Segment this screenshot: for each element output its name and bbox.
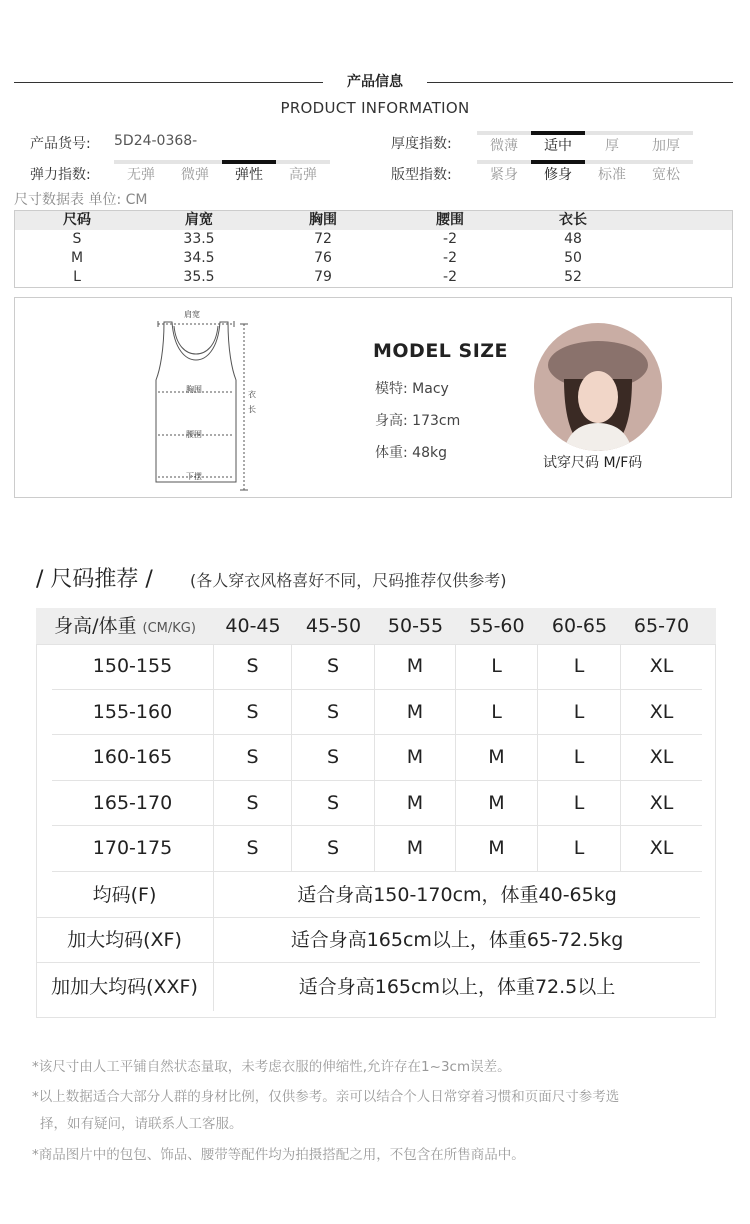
recommend-row: [36, 644, 716, 690]
size-recommendation-cell: M: [456, 735, 538, 781]
size-recommendation-cell: S: [214, 826, 292, 872]
special-size-description: 适合身高150-170cm，体重40-65kg: [214, 872, 700, 918]
size-cell: -2: [443, 231, 457, 247]
size-cell: M: [70, 250, 84, 266]
footnote-1: *该尺寸由人工平铺自然状态量取，未考虑衣服的伸缩性,允许存在1~3cm误差。: [32, 1059, 511, 1075]
recommend-row: [36, 690, 716, 736]
recommend-special-row: [36, 918, 716, 963]
size-header-cell: 尺码: [15, 211, 140, 231]
size-header-spacer: [633, 211, 733, 231]
diagram-label-shoulder: 肩宽: [184, 310, 200, 319]
fit-option-selected: 修身: [531, 160, 585, 182]
height-range-cell: 170-175: [52, 826, 214, 872]
size-recommendation-cell: S: [292, 781, 375, 827]
section-title: 产品信息: [347, 74, 403, 90]
height-range-cell: 155-160: [52, 690, 214, 736]
weight-header: 65-70: [633, 615, 690, 637]
recommend-note: (各人穿衣风格喜好不同，尺码推荐仅供参考): [190, 571, 507, 590]
size-table-header: [15, 211, 733, 231]
thickness-label: 厚度指数:: [391, 136, 452, 152]
recommend-special-row: [36, 872, 716, 918]
weight-header: 40-45: [225, 615, 281, 637]
diagram-label-length-2: 长: [248, 405, 256, 414]
corner-unit: (CM/KG): [142, 621, 196, 636]
size-header-cell: 衣长: [513, 211, 633, 231]
recommend-special-row: [36, 963, 716, 1011]
size-recommendation-cell: L: [456, 644, 538, 690]
elasticity-option: 无弹: [114, 160, 168, 182]
height-range-cell: 165-170: [52, 781, 214, 827]
size-recommendation-cell: M: [456, 826, 538, 872]
size-recommendation-cell: XL: [621, 644, 702, 690]
size-cell: S: [72, 231, 82, 247]
elasticity-option-selected: 弹性: [222, 160, 276, 182]
sku-value: 5D24-0368-: [114, 133, 198, 149]
size-header-cell: 腰围: [387, 211, 513, 231]
recommend-corner: [36, 608, 214, 644]
fit-option: 宽松: [639, 160, 693, 182]
garment-diagram: [140, 300, 280, 496]
special-size-description: 适合身高165cm以上，体重65-72.5kg: [214, 918, 700, 963]
size-table-row: [15, 230, 733, 249]
size-recommendation-cell: S: [214, 735, 292, 781]
size-recommendation-cell: M: [375, 735, 456, 781]
size-recommendation-cell: L: [538, 781, 621, 827]
size-recommendation-cell: L: [456, 690, 538, 736]
elasticity-label: 弹力指数:: [30, 167, 91, 183]
size-table-row: [15, 268, 733, 288]
size-recommendation-cell: XL: [621, 690, 702, 736]
size-recommendation-cell: XL: [621, 826, 702, 872]
weight-header: 45-50: [305, 615, 362, 637]
size-recommendation-cell: XL: [621, 781, 702, 827]
recommend-header-row: [36, 608, 716, 644]
size-cell: 35.5: [183, 269, 215, 285]
model-weight: 体重: 48kg: [375, 445, 447, 461]
size-cell-spacer: [633, 249, 733, 268]
size-cell: 34.5: [183, 250, 215, 266]
diagram-label-chest: 胸围: [186, 385, 202, 394]
diagram-label-length-1: 衣: [248, 390, 256, 399]
fit-option: 紧身: [477, 160, 531, 182]
section-subtitle: PRODUCT INFORMATION: [280, 99, 470, 117]
size-recommendation-cell: L: [538, 644, 621, 690]
weight-header: 55-60: [469, 615, 525, 637]
footnote-2-line-2: 择，如有疑问，请联系人工客服。: [40, 1116, 243, 1132]
size-cell: L: [73, 269, 81, 285]
size-recommendation-cell: L: [538, 690, 621, 736]
size-recommendation-cell: S: [292, 826, 375, 872]
size-cell: 33.5: [183, 231, 215, 247]
size-recommendation-cell: S: [214, 781, 292, 827]
elasticity-option: 高弹: [276, 160, 330, 182]
special-size-label: 加大均码(XF): [36, 918, 214, 963]
size-recommendation-cell: S: [214, 644, 292, 690]
diagram-label-waist: 腰围: [186, 430, 202, 439]
model-name: 模特: Macy: [375, 381, 449, 397]
size-recommendation-cell: M: [375, 644, 456, 690]
size-recommendation-cell: M: [375, 826, 456, 872]
height-range-cell: 160-165: [52, 735, 214, 781]
thickness-scale: [477, 131, 693, 153]
special-size-description: 适合身高165cm以上，体重72.5以上: [298, 975, 616, 998]
size-recommendation-cell: L: [538, 735, 621, 781]
neckline-inner: [174, 326, 218, 354]
size-recommendation-cell: XL: [621, 735, 702, 781]
special-size-label: 加加大均码(XXF): [36, 963, 214, 1011]
thickness-option: 微薄: [477, 131, 531, 153]
size-cell-spacer: [633, 268, 733, 288]
model-fit-caption: 试穿尺码 M/F码: [543, 455, 643, 471]
size-recommendation-cell: S: [292, 644, 375, 690]
size-cell: 79: [314, 269, 332, 285]
size-recommendation-cell: M: [375, 781, 456, 827]
recommend-row: [36, 781, 716, 827]
thickness-option: 加厚: [639, 131, 693, 153]
size-cell-spacer: [633, 230, 733, 249]
size-cell: 48: [564, 231, 582, 247]
size-cell: -2: [443, 250, 457, 266]
fit-label: 版型指数:: [391, 167, 452, 183]
size-header-cell: 胸围: [259, 211, 387, 231]
size-header-cell: 肩宽: [139, 211, 259, 231]
size-cell: 50: [564, 250, 582, 266]
footnote-2-line-1: *以上数据适合大部分人群的身材比例，仅供参考。亲可以结合个人日常穿着习惯和页面尺寸参考选: [32, 1089, 620, 1105]
thickness-option: 厚: [585, 131, 639, 153]
size-recommendation-cell: M: [456, 781, 538, 827]
size-units: 尺寸数据表 单位: CM: [14, 192, 148, 208]
size-cell: 72: [314, 231, 332, 247]
size-recommendation-cell: L: [538, 826, 621, 872]
weight-header: 50-55: [387, 615, 444, 637]
height-range-cell: 150-155: [52, 644, 214, 690]
size-table-row: [15, 249, 733, 268]
tank-outline: [156, 322, 236, 482]
size-recommendation-cell: M: [375, 690, 456, 736]
recommend-row: [36, 826, 716, 872]
corner-main: 身高/体重: [54, 615, 137, 637]
size-cell: 52: [564, 269, 582, 285]
footnote-3: *商品图片中的包包、饰品、腰带等配件均为拍摄搭配之用，不包含在所售商品中。: [32, 1147, 525, 1163]
recommend-row: [36, 735, 716, 781]
size-recommendation-cell: S: [292, 690, 375, 736]
model-photo: [534, 323, 662, 451]
model-size-title: MODEL SIZE: [373, 340, 509, 362]
size-recommendation-cell: S: [292, 735, 375, 781]
size-cell: -2: [443, 269, 457, 285]
model-height: 身高: 173cm: [375, 413, 461, 429]
size-recommendation-cell: S: [214, 690, 292, 736]
elasticity-scale: [114, 160, 330, 182]
elasticity-option: 微弹: [168, 160, 222, 182]
sku-label: 产品货号:: [30, 136, 91, 152]
fit-scale: [477, 160, 693, 182]
size-cell: 76: [314, 250, 332, 266]
diagram-label-hem: 下摆: [186, 472, 202, 481]
size-table: [14, 210, 733, 288]
special-size-label: 均码(F): [36, 872, 214, 918]
thickness-option-selected: 适中: [531, 131, 585, 153]
weight-header: 60-65: [551, 615, 608, 637]
recommend-title: / 尺码推荐 /: [36, 567, 153, 592]
fit-option: 标准: [585, 160, 639, 182]
